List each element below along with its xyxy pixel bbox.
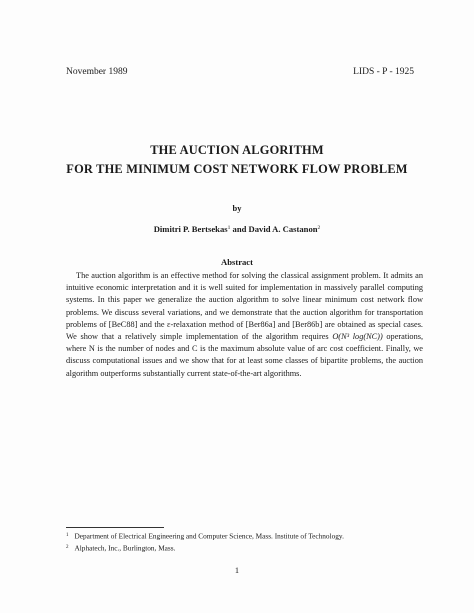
abstract-body [66,270,423,380]
footnote-2-text: Alphatech, Inc., Burlington, Mass. [74,543,176,553]
author-castanon: David A. Castanon [248,224,318,234]
page-number: 1 [234,566,240,575]
authors-line [0,224,474,234]
authors-conjunction: and [232,224,247,234]
report-id: LIDS - P - 1925 [353,67,414,77]
author-2-footnote-mark: 2 [317,225,321,231]
footnote-1-text: Department of Electrical Engineering and Computer Science, Mass. Institute of Technology. [74,531,344,541]
footnote-2-mark: 2 [66,545,69,550]
byline-by: by [232,203,242,213]
author-1-footnote-mark: 1 [227,225,231,231]
paper-title-line-1: THE AUCTION ALGORITHM [150,143,324,157]
report-date: November 1989 [66,67,128,77]
abstract-heading: Abstract [221,257,253,267]
author-bertsekas: Dimitri P. Bertsekas [153,224,228,234]
footnote-1 [66,531,344,542]
footnote-1-mark: 1 [66,533,69,538]
complexity-formula: O(N³ log(NC)) [332,332,383,342]
abstract-text-part-2: operations, where N is the number of nodes and C is the maximum absolute value of arc cost coefficient. Finally, we discuss computational issues and we show that for at least some classes of bipartite problems, the auction algorithm outperforms substantially current state-of-the-art algorithms. [66,332,424,378]
footnote-rule [66,527,164,528]
footnote-2 [66,543,175,554]
paper-title-line-2: FOR THE MINIMUM COST NETWORK FLOW PROBLEM [66,162,408,176]
abstract-text-part-1: The auction algorithm is an effective method for solving the classical assignment problem. It admits an intuitive economic interpretation and it is well suited for implementation in massively parallel computing systems. In this paper we generalize the auction algorithm to solve linear minimum cost network flow problems. We discuss several variations, and we demonstrate that the auction algorithm for transportation problems of [BeC88] and the ε-relaxation method of [Ber86a] and [Ber86b] are obtained as special cases. We show that a relatively simple implementation of the algorithm requires [66,271,423,342]
